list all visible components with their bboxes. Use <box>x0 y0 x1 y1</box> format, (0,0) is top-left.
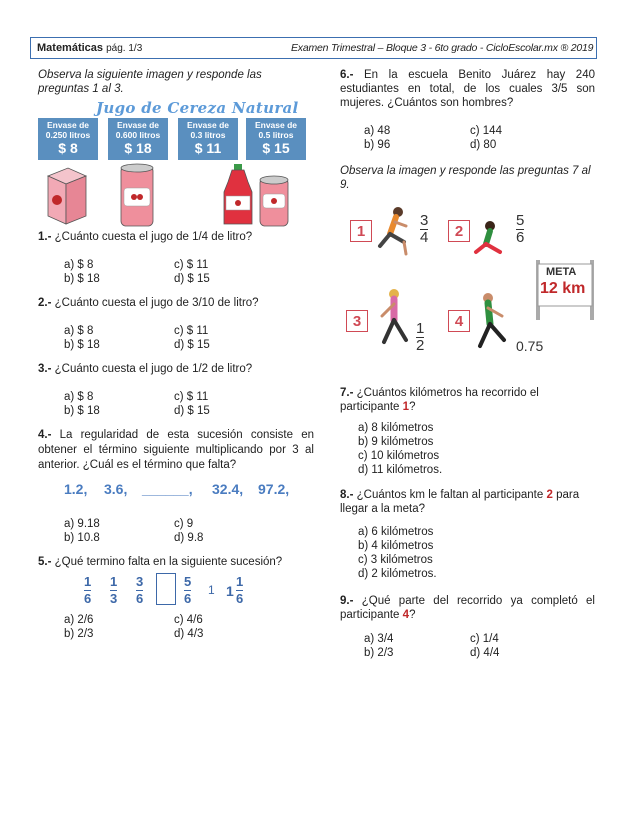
option-d: d) 11 kilómetros. <box>358 464 443 476</box>
runners-image <box>340 200 596 370</box>
option-b: b) 96 <box>364 139 391 151</box>
option-b: b) $ 18 <box>64 405 100 417</box>
option-a: a) 8 kilómetros <box>358 422 434 434</box>
goal-distance: 12 km <box>540 280 586 297</box>
juice-tall-can-icon <box>121 164 153 226</box>
option-a: a) $ 8 <box>64 259 94 271</box>
option-b: b) 2/3 <box>64 628 94 640</box>
option-d: d) $ 15 <box>174 405 210 417</box>
seq-fraction-1: 1 6 <box>84 574 92 606</box>
question-3-options <box>38 390 314 418</box>
option-a: a) $ 8 <box>64 391 94 403</box>
juice-short-can-icon <box>260 176 288 226</box>
option-c: c) 1/4 <box>470 633 499 645</box>
option-a: a) $ 8 <box>64 325 94 337</box>
option-c: c) 9 <box>174 518 194 530</box>
seq-fraction-3: 3 6 <box>136 574 144 606</box>
header-exam-title: Examen Trimestral – Bloque 3 - 6to grado - CicloEscolar.mx ® 2019 <box>291 42 594 54</box>
header-subject: Matemáticas pág. 1/3 <box>37 42 143 54</box>
option-b: b) $ 18 <box>64 339 100 351</box>
runner-1-figure-icon <box>380 207 406 254</box>
question-7-options <box>340 422 595 478</box>
question-9-options <box>340 632 595 660</box>
question-2-options <box>38 324 314 352</box>
runner-2-number: 2 <box>448 220 470 242</box>
option-a: a) 9.18 <box>64 518 100 530</box>
seq-whole-one: 1 <box>208 583 215 597</box>
seq-term-1: 1.2, <box>64 481 88 497</box>
goal-label: META <box>546 266 577 278</box>
intro-text-2: Observa la imagen y responde las preguntas 7 al 9. <box>340 165 591 191</box>
juice-carton-icon <box>48 168 86 224</box>
juice-price-image <box>38 98 314 228</box>
option-d: d) 4/3 <box>174 628 204 640</box>
seq-term-2: 3.6, <box>104 481 128 497</box>
question-6-options <box>340 124 595 152</box>
option-d: d) 4/4 <box>470 647 500 659</box>
option-c: c) $ 11 <box>174 259 209 271</box>
question-3: 3.- ¿Cuánto cuesta el jugo de 1/2 de litro? <box>38 363 253 375</box>
seq-fraction-5: 1 6 <box>236 574 244 606</box>
runner-3-number: 3 <box>346 310 368 332</box>
seq-term-5: 97.2, <box>258 481 290 497</box>
runner-3-figure-icon <box>382 289 406 342</box>
option-c: c) 144 <box>470 125 502 137</box>
option-a: a) 48 <box>364 125 391 137</box>
right-column <box>340 68 595 660</box>
juice-card-3: Envase de 0.3 litros $ 11 <box>178 118 238 160</box>
question-1-options <box>38 258 314 286</box>
question-4: 4.- La regularidad de esta sucesión consiste en obtener el término siguiente multiplicando por 3 al anterior. ¿Cuál es el término que falta? <box>38 429 314 471</box>
runner-2-fraction: 5 6 <box>516 212 525 246</box>
left-column <box>38 68 314 641</box>
runner-2-figure-icon <box>476 221 500 252</box>
option-d: d) 2 kilómetros. <box>358 568 437 580</box>
runner-1-number: 1 <box>350 220 372 242</box>
seq-fraction-2: 1 3 <box>110 574 118 606</box>
juice-card-1: Envase de 0.250 litros $ 8 <box>38 118 98 160</box>
option-c: c) $ 11 <box>174 391 209 403</box>
intro-text-1: Observa la siguiente imagen y responde las preguntas 1 al 3. <box>38 69 262 95</box>
seq-fraction-4: 5 6 <box>184 574 192 606</box>
question-7: 7.- ¿Cuántos kilómetros ha recorrido el participante 1? <box>340 387 539 413</box>
juice-card-4: Envase de 0.5 litros $ 15 <box>246 118 306 160</box>
seq-blank-box <box>156 573 176 605</box>
juice-containers-illustration <box>38 162 314 228</box>
option-a: a) 6 kilómetros <box>358 526 434 538</box>
option-b: b) 9 kilómetros <box>358 436 434 448</box>
question-2: 2.- ¿Cuánto cuesta el jugo de 3/10 de litro? <box>38 297 259 309</box>
runner-4-value: 0.75 <box>516 338 544 354</box>
option-b: b) 4 kilómetros <box>358 540 434 552</box>
runner-1-fraction: 3 4 <box>420 212 429 246</box>
option-b: b) $ 18 <box>64 273 100 285</box>
option-a: a) 3/4 <box>364 633 394 645</box>
question-9: 9.- ¿Qué parte del recorrido ya completó el participante 4? <box>340 595 595 621</box>
juice-bottle-icon <box>224 164 252 224</box>
question-6: 6.- En la escuela Benito Juárez hay 240 estudiantes en total, de los cuales 3/5 son mujeres. ¿Cuántos son hombres? <box>340 69 595 109</box>
question-4-options <box>38 517 314 545</box>
seq-mixed-whole: 1 <box>226 583 234 599</box>
option-c: c) $ 11 <box>174 325 209 337</box>
juice-card-2: Envase de 0.600 litros $ 18 <box>108 118 168 160</box>
option-d: d) 9.8 <box>174 532 204 544</box>
question-8-options <box>340 526 595 582</box>
option-a: a) 2/6 <box>64 614 94 626</box>
runner-4-number: 4 <box>448 310 470 332</box>
option-d: d) $ 15 <box>174 339 210 351</box>
option-c: c) 4/6 <box>174 614 203 626</box>
option-d: d) $ 15 <box>174 273 210 285</box>
runner-3-fraction: 1 2 <box>416 320 425 354</box>
question-5-options <box>38 613 314 641</box>
question-4-sequence <box>38 473 314 507</box>
option-c: c) 10 kilómetros <box>358 450 440 462</box>
juice-title: Jugo de Cereza Natural <box>96 99 299 117</box>
seq-blank: ______, <box>142 481 193 497</box>
question-5-sequence <box>38 569 314 613</box>
seq-term-4: 32.4, <box>212 481 244 497</box>
question-5: 5.- ¿Qué termino falta en la siguiente sucesión? <box>38 556 283 568</box>
question-1: 1.- ¿Cuánto cuesta el jugo de 1/4 de litro? <box>38 231 253 243</box>
runner-4-figure-icon <box>480 293 504 346</box>
option-b: b) 10.8 <box>64 532 100 544</box>
option-b: b) 2/3 <box>364 647 394 659</box>
page-header <box>30 37 597 59</box>
question-8: 8.- ¿Cuántos km le faltan al participante 2 para llegar a la meta? <box>340 489 580 515</box>
option-d: d) 80 <box>470 139 497 151</box>
option-c: c) 3 kilómetros <box>358 554 433 566</box>
